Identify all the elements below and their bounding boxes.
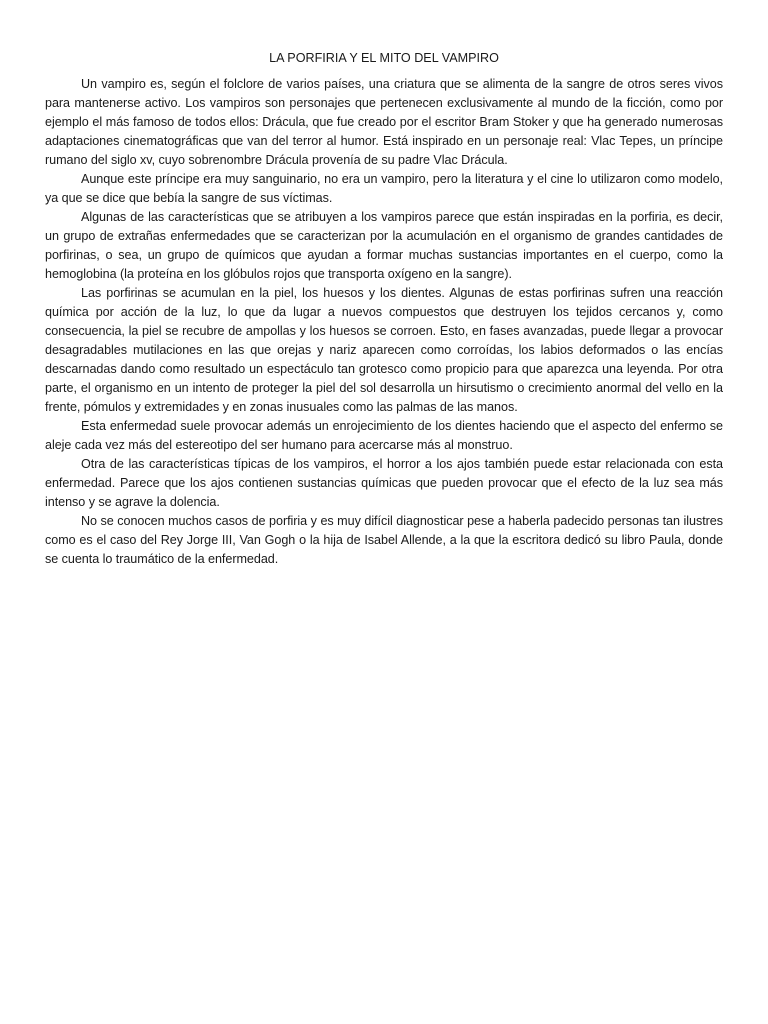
paragraph-1: Un vampiro es, según el folclore de varios países, una criatura que se alimenta de la sangre de otros seres vivos para mantenerse activo. Los vampiros son personajes que pertenecen exclusivamente al mundo de la ficción, como por ejemplo el más famoso de todos ellos: Drácula, que fue creado por el escritor Bram Stoker y que ha generado numerosas adaptaciones cinematográficas que van del terror al humor. Está inspirado en un personaje real: Vlac Tepes, un príncipe rumano del siglo xv, cuyo sobrenombre Drácula provenía de su padre Vlac Drácula. <box>45 77 723 167</box>
paragraph-3: Algunas de las características que se atribuyen a los vampiros parece que están inspiradas en la porfiria, es decir, un grupo de extrañas enfermedades que se caracterizan por la acumulación en el organismo de grandes cantidades de porfirinas, o sea, un grupo de químicos que ayudan a formar muchas sustancias importantes en el cuerpo, como la hemoglobina (la proteína en los glóbulos rojos que transporta oxígeno en la sangre). <box>45 210 723 281</box>
paragraph-4: Las porfirinas se acumulan en la piel, los huesos y los dientes. Algunas de estas porfirinas sufren una reacción química por acción de la luz, lo que da lugar a nuevos compuestos que destruyen los tejidos cercanos y, como consecuencia, la piel se recubre de ampollas y los huesos se corroen. Esto, en fases avanzadas, puede llegar a provocar desagradables mutilaciones en las que orejas y nariz aparecen como corroídas, los labios deformados o las encías descarnadas dando como resultado un espectáculo tan grotesco como propicio para que aparezca una leyenda. Por otra parte, el organismo en un intento de proteger la piel del sol desarrolla un hirsutismo o crecimiento anormal del vello en la frente, pómulos y extremidades y en zonas inusuales como las palmas de las manos. <box>45 286 723 414</box>
document-title: LA PORFIRIA Y EL MITO DEL VAMPIRO <box>269 51 499 65</box>
paragraph-5: Esta enfermedad suele provocar además un enrojecimiento de los dientes haciendo que el aspecto del enfermo se aleje cada vez más del estereotipo del ser humano para acercarse más al monstruo. <box>45 419 723 452</box>
paragraph-7: No se conocen muchos casos de porfiria y es muy difícil diagnosticar pese a haberla padecido personas tan ilustres como es el caso del Rey Jorge III, Van Gogh o la hija de Isabel Allende, a la que la escritora dedicó su libro Paula, donde se cuenta lo traumático de la enfermedad. <box>45 514 723 566</box>
paragraph-2: Aunque este príncipe era muy sanguinario, no era un vampiro, pero la literatura y el cine lo utilizaron como modelo, ya que se dice que bebía la sangre de sus víctimas. <box>45 172 723 205</box>
paragraph-6: Otra de las características típicas de los vampiros, el horror a los ajos también puede estar relacionada con esta enfermedad. Parece que los ajos contienen sustancias químicas que pueden provocar que el efecto de la luz sea más intenso y se agrave la dolencia. <box>45 457 723 509</box>
document-body <box>45 75 723 569</box>
